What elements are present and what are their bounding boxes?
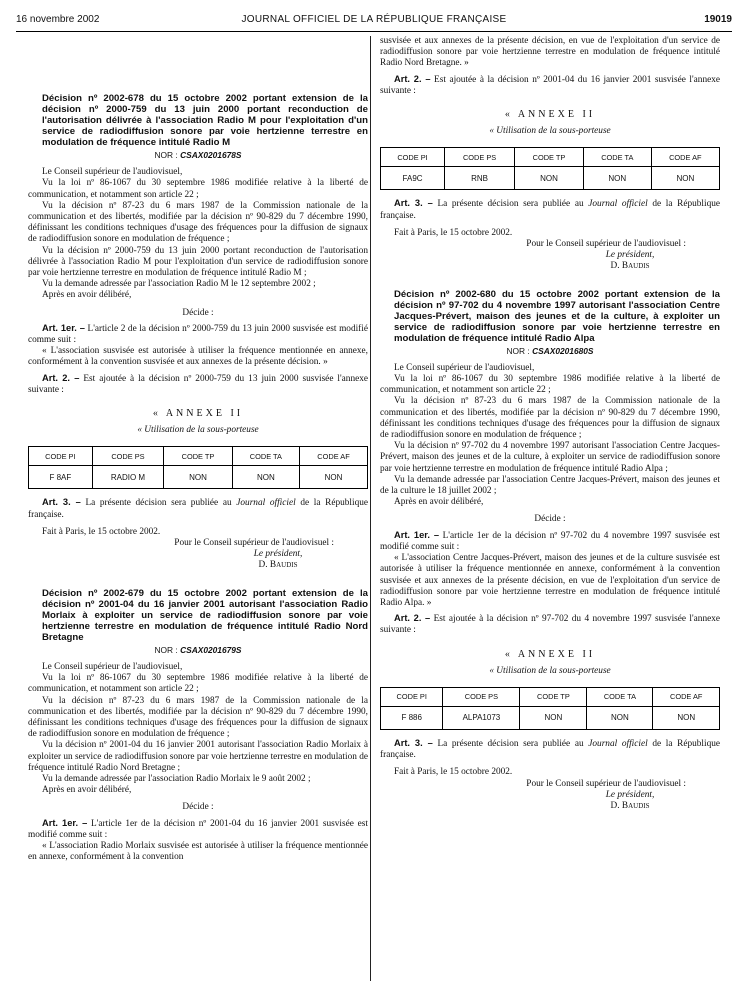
decision3-annexe-table [380,687,720,730]
decision2-visa: Vu la décision nº 87-23 du 6 mars 1987 de la Commission nationale de la communication et des libertés, modifiée par la décision nº 90-829 du 7 décembre 1990, définissant les conditions techniques d'usage des fréquences pour la diffusion de signaux de radiodiffusion sonore en modulation de fréquence ; [28,695,368,740]
decision1-visa: Après en avoir délibéré, [42,290,132,301]
decision1-article1: Art. 1er. – L'article 2 de la décision nº 2000-759 du 13 juin 2000 susvisée est modifié comme suit : [28,322,368,346]
table-header-row [29,447,368,466]
header-page-number: 19019 [704,14,732,25]
decision2-sign-name: D. Baudis [610,261,650,272]
decision2-annexe-subtitle: « Utilisation de la sous-porteuse [489,126,611,137]
table-cell: NON [232,466,299,489]
decision2-decide: Décide : [182,802,214,813]
decision2-article1: Art. 1er. – L'article 1er de la décision nº 2001-04 du 16 janvier 2001 susvisée est modifié comme suit : [28,817,368,840]
table-header-cell: CODE PI [29,447,93,466]
decision2-annexe-table [380,147,720,190]
decision1-sign-line: Pour le Conseil supérieur de l'audiovisuel : [174,538,334,549]
table-header-row [381,148,720,167]
table-header-cell: CODE TP [164,447,232,466]
decision3-sign-name: D. Baudis [610,800,650,811]
page-header [16,14,732,30]
decision2-article3: Art. 3. – La présente décision sera publiée au Journal officiel de la République française. [380,198,720,221]
decision2-visa: Vu la décision nº 2001-04 du 16 janvier 2001 autorisant l'association Radio Morlaix à exploiter un service de radiodiffusion sonore par voie hertzienne terrestre en modulation de fréquence intitulé Radio Nord Bretagne ; [28,740,368,773]
decision2-sign-title: Le président, [605,250,655,261]
table-header-cell: CODE TA [583,148,651,167]
decision1-visa: Le Conseil supérieur de l'audiovisuel, [42,167,183,178]
decision3-fait: Fait à Paris, le 15 octobre 2002. [394,767,513,778]
decision1-fait: Fait à Paris, le 15 octobre 2002. [42,526,161,537]
table-cell: F 886 [381,706,443,729]
decision3-annexe-subtitle: « Utilisation de la sous-porteuse [489,665,611,676]
decision3-visa: Vu la décision nº 97-702 du 4 novembre 1997 autorisant l'association Centre Jacques-Prévert, maison des jeunes et de la culture, à exploiter un service de radiodiffusion sonore par voie hertzienne terrestre en modulation de fréquence intitulé Radio Alpa ; [380,441,720,474]
table-header-cell: CODE TA [587,687,653,706]
table-row [29,466,368,489]
decision1-annexe-subtitle: « Utilisation de la sous-porteuse [137,425,259,436]
decision1-title: Décision nº 2002-678 du 15 octobre 2002 portant extension de la décision nº 2000-759 du 13 juin 2000 portant reconduction de l'autorisation délivrée à l'association Radio M pour l'exploitation d'un service de radiodiffusion sonore par voie hertzienne terrestre en modulation de fréquence intitulé Radio M [42,93,368,148]
decision3-article1-quote: « L'association Centre Jacques-Prévert, maison des jeunes et de la culture susvisée est autorisée à utiliser la fréquence mentionnée en annexe, conformément à la convention susvisée et aux annexes de la présente décision, en vue de l'exploitation d'un service de radiodiffusion sonore par voie hertzienne terrestre en modulation de fréquence intitulé Radio Alpa. » [380,553,720,608]
decision3-article3: Art. 3. – La présente décision sera publiée au Journal officiel de la République française. [380,737,720,761]
decision3-annexe-title: « ANNEXE II [504,648,596,660]
decision2-visa: Le Conseil supérieur de l'audiovisuel, [42,661,183,672]
decision3-article2: Art. 2. – Est ajoutée à la décision nº 97-702 du 4 novembre 1997 susvisée l'annexe suivante : [380,613,720,636]
decision3-sign-line: Pour le Conseil supérieur de l'audiovisuel : [526,778,686,789]
decision2-visa: Après en avoir délibéré, [42,785,132,796]
decision3-visa: Vu la décision nº 87-23 du 6 mars 1987 de la Commission nationale de la communication et des libertés, modifiée par la décision nº 90-829 du 7 décembre 1990, définissant les conditions techniques d'usage des fréquences pour la diffusion de signaux de radiodiffusion sonore en modulation de fréquence ; [380,396,720,441]
decision3-title: Décision nº 2002-680 du 15 octobre 2002 portant extension de la décision nº 97-702 du 4 novembre 1997 autorisant l'association Centre Jacques-Prévert, maison des jeunes et de la culture, à exploiter un service de radiodiffusion sonore par voie hertzienne terrestre en modulation de fréquence intitulé Radio Alpa [394,288,720,344]
table-cell: RNB [445,167,515,190]
table-header-cell: CODE PS [92,447,164,466]
decision2-article1-quote-continued: susvisée et aux annexes de la présente décision, en vue de l'exploitation d'un service de radiodiffusion sonore par voie hertzienne terrestre en modulation de fréquence intitulé Radio Nord Bretagne. » [380,36,720,69]
decision1-annexe-title: « ANNEXE II [152,408,244,420]
decision1-visa: Vu la loi nº 86-1067 du 30 septembre 1986 modifiée relative à la liberté de communication, et notamment son article 22 ; [28,178,368,200]
decision3-visa: Vu la loi nº 86-1067 du 30 septembre 1986 modifiée relative à la liberté de communication, et notamment son article 22 ; [380,374,720,396]
decision2-title: Décision nº 2002-679 du 15 octobre 2002 portant extension de la décision nº 2001-04 du 16 janvier 2001 autorisant l'association Radio Morlaix à exploiter un service de radiodiffusion sonore par voie hertzienne terrestre en modulation de fréquence intitulé Radio Nord Bretagne [42,587,368,643]
decision3-visa: Vu la demande adressée par l'association Centre Jacques-Prévert, maison des jeunes et de la culture le 18 juillet 2002 ; [380,474,720,497]
decision2-sign-line: Pour le Conseil supérieur de l'audiovisuel : [526,239,686,250]
table-header-cell: CODE PS [443,687,520,706]
decision2-visa: Vu la loi nº 86-1067 du 30 septembre 1986 modifiée relative à la liberté de communication, et notamment son article 22 ; [28,673,368,695]
decision1-article3: Art. 3. – La présente décision sera publiée au Journal officiel de la République française. [28,497,368,520]
decision3-nor: NOR : CSAX0201680S [506,345,594,356]
table-cell: RADIO M [92,466,164,489]
table-cell: NON [515,167,584,190]
left-column [28,36,368,863]
table-header-cell: CODE PS [445,148,515,167]
decision2-fait: Fait à Paris, le 15 octobre 2002. [394,227,513,238]
decision2-nor: NOR : CSAX0201679S [154,644,242,655]
decision1-visa: Vu la décision nº 2000-759 du 13 juin 2000 portant reconduction de l'autorisation délivrée à l'association Radio M pour l'exploitation d'un service de radiodiffusion sonore par voie hertzienne terrestre en modulation de fréquence intitulé Radio M ; [28,245,368,279]
table-cell: NON [164,466,232,489]
decision1-annexe-table [28,446,368,489]
decision2-annexe-title: « ANNEXE II [504,109,596,121]
table-header-cell: CODE TP [520,687,587,706]
right-column [380,36,720,812]
decision1-article2: Art. 2. – Est ajoutée à la décision nº 2000-759 du 13 juin 2000 susvisée l'annexe suivante : [28,372,368,395]
decision2-article1-quote: « L'association Radio Morlaix susvisée est autorisée à utiliser la fréquence mentionnée en annexe, conformément à la convention [28,840,368,863]
decision1-sign-name: D. Baudis [258,560,298,571]
table-cell: NON [583,167,651,190]
decision1-article1-quote: « L'association susvisée est autorisée à utiliser la fréquence mentionnée en annexe, conformément à la convention susvisée et aux annexes de la présente décision. » [28,346,368,368]
header-date: 16 novembre 2002 [16,14,100,25]
decision3-sign-title: Le président, [605,789,655,800]
table-cell: ALPA1073 [443,706,520,729]
table-row [381,167,720,190]
table-header-row [381,687,720,706]
decision2-visa: Vu la demande adressée par l'association Radio Morlaix le 9 août 2002 ; [42,773,311,784]
table-header-cell: CODE AF [653,687,720,706]
table-cell: FA9C [381,167,445,190]
decision1-sign-title: Le président, [253,549,303,560]
header-rule [16,31,732,32]
decision3-visa: Le Conseil supérieur de l'audiovisuel, [394,362,535,373]
decision3-visa: Après en avoir délibéré, [394,497,484,508]
table-cell: NON [520,706,587,729]
table-row [381,706,720,729]
table-cell: F 8AF [29,466,93,489]
table-header-cell: CODE AF [300,447,368,466]
table-cell: NON [587,706,653,729]
header-journal-title: JOURNAL OFFICIEL DE LA RÉPUBLIQUE FRANÇAISE [241,14,507,25]
table-header-cell: CODE AF [651,148,719,167]
table-cell: NON [300,466,368,489]
table-header-cell: CODE TA [232,447,299,466]
table-cell: NON [651,167,719,190]
column-separator [370,36,371,981]
decision1-nor: NOR : CSAX0201678S [154,150,242,160]
decision2-article2: Art. 2. – Est ajoutée à la décision nº 2001-04 du 16 janvier 2001 susvisée l'annexe suivante : [380,73,720,96]
table-cell: NON [653,706,720,729]
decision1-decide: Décide : [182,307,214,318]
table-header-cell: CODE TP [515,148,584,167]
decision1-visa: Vu la demande adressée par l'association Radio M le 12 septembre 2002 ; [42,279,316,290]
table-header-cell: CODE PI [381,687,443,706]
decision1-visa: Vu la décision nº 87-23 du 6 mars 1987 de la Commission nationale de la communication et des libertés, modifiée par la décision nº 90-829 du 7 décembre 1990, définissant les conditions techniques d'usage des fréquences pour la diffusion de signaux de radiodiffusion sonore en modulation de fréquence ; [28,200,368,245]
decision3-decide: Décide : [534,514,566,525]
table-header-cell: CODE PI [381,148,445,167]
decision3-article1: Art. 1er. – L'article 1er de la décision nº 97-702 du 4 novembre 1997 susvisée est modifié comme suit : [380,529,720,552]
